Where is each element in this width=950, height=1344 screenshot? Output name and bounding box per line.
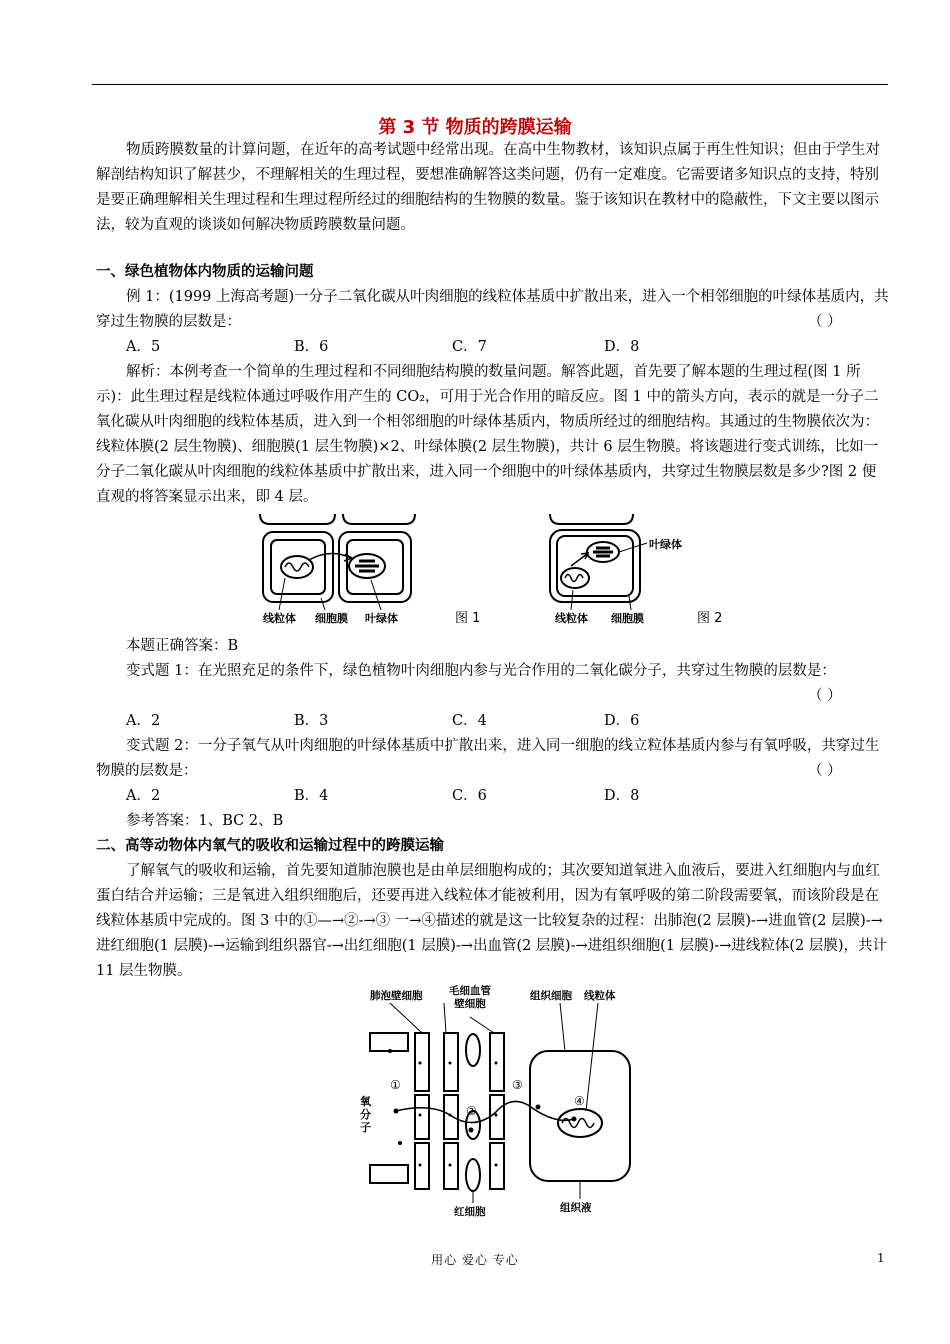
page-footer: 用心 爱心 专心 [431,1253,519,1267]
answer-paren-3: （ ） [808,763,842,779]
fig3-label-tissue-cell: 组织细胞 [530,990,572,1002]
variant2-question: 变式题 2：一分子氧气从叶肉细胞的叶绿体基质中扩散出来，进入同一细胞的线立粒体基质内参与有氧呼吸，共穿过生物膜的层数是： [96,738,880,779]
fig3-label-capillary: 毛细血管壁细胞 [449,985,491,1010]
reference-answers: 参考答案：1、BC 2、B [126,813,284,829]
answer-paren-1: （ ） [808,314,842,330]
option-d-1: D．8 [604,339,640,355]
option-d-2: D．6 [604,713,640,729]
fig2-label-mito: 线粒体 [555,612,588,625]
fig3-label-fluid: 组织液 [560,1202,592,1214]
answer-paren-2: （ ） [808,688,842,704]
section2-paragraph: 了解氧气的吸收和运输，首先要知道肺泡膜也是由单层细胞构成的；其次要知道氧进入血液后，要进入红细胞内与血红蛋白结合并运输；三是氧进入组织细胞后，还要再进入线粒体才能被利用，因为有氧呼吸的第二阶段需要氧，而该阶段是在线粒体基质中完成的。图 3 中的①—→②-→③ 一→④描述的就是这一比较复杂的过程：出肺泡(2 层膜)-→进血管(2 层膜)-→进红细胞(1 层膜)-→运输到组织器官-→出红细胞(1 层膜)-→出血管(2 层膜)-→进组织细胞(1 层膜)-→进线粒体(2 层膜)，共计 11 层生物膜。 [96,863,887,979]
option-c-1: C．7 [452,339,487,355]
option-a-3: A．2 [126,788,161,804]
fig3-label-alveolus: 肺泡壁细胞 [370,990,423,1002]
option-d-3: D．8 [604,788,640,804]
figure-3 [360,985,660,1217]
fig1-label-membrane: 细胞膜 [315,612,348,625]
fig3-label-mito: 线粒体 [584,990,616,1002]
fig1-label-chloroplast: 叶绿体 [365,612,398,625]
fig1-label-mito: 线粒体 [263,612,296,625]
option-c-3: C．6 [452,788,487,804]
example1-question: 例 1：(1999 上海高考题)一分子二氧化碳从叶肉细胞的线粒体基质中扩散出来，进入一个相邻细胞的叶绿体基质内，共穿过生物膜的层数是： [96,289,889,330]
variant1-question: 变式题 1：在光照充足的条件下，绿色植物叶肉细胞内参与光合作用的二氧化碳分子，共穿过生物膜的层数是： [126,663,836,679]
fig1-caption: 图 1 [455,611,481,626]
fig3-label-rbc: 红细胞 [454,1206,486,1217]
section2-heading: 二、高等动物体内氧气的吸收和运输过程中的跨膜运输 [96,838,444,854]
option-b-1: B．6 [294,339,329,355]
page-number: 1 [877,1251,885,1265]
correct-answer: 本题正确答案：B [126,638,239,654]
option-b-2: B．3 [294,713,329,729]
option-a-2: A．2 [126,713,161,729]
section1-heading: 一、绿色植物体内物质的运输问题 [96,264,314,280]
fig3-marker-4: ④ [574,1094,585,1108]
fig3-marker-3: ③ [512,1078,523,1092]
fig3-label-oxygen: 氧分子 [360,1095,371,1134]
option-c-2: C．4 [452,713,487,729]
option-b-3: B．4 [294,788,329,804]
header-rule [92,84,888,85]
figure-2 [545,510,735,630]
page-title: 第 3 节 物质的跨膜运输 [378,117,572,138]
fig3-marker-1: ① [390,1078,401,1092]
fig2-label-membrane: 细胞膜 [611,612,644,625]
figure-1 [255,510,485,630]
fig2-label-chloroplast: 叶绿体 [649,538,682,551]
fig3-marker-2: ② [466,1104,477,1118]
intro-paragraph: 物质跨膜数量的计算问题，在近年的高考试题中经常出现。在高中生物教材，该知识点属于再生性知识；但由于学生对解剖结构知识了解甚少，不理解相关的生理过程，要想准确解答这类问题，仍有一定难度。它需要诸多知识点的支持，特别是要正确理解相关生理过程和生理过程所经过的细胞结构的生物膜的数量。鉴于该知识在教材中的隐蔽性，下文主要以图示法，较为直观的谈谈如何解决物质跨膜数量问题。 [96,142,880,233]
fig2-caption: 图 2 [697,611,723,626]
analysis-paragraph: 解析：本例考查一个简单的生理过程和不同细胞结构膜的数量问题。解答此题，首先要了解本题的生理过程(图 1 所示)：此生理过程是线粒体通过呼吸作用产生的 CO₂，可用于光合作用的暗反应。图 1 中的箭头方向，表示的就是一分子二氧化碳从叶肉细胞的线粒体基质，进入到一个相邻细胞的叶绿体基质内，物质所经过的细胞结构。其通过的生物膜依次为：线粒体膜(2 层生物膜)、细胞膜(1 层生物膜)×2、叶绿体膜(2 层生物膜)，共计 6 层生物膜。将该题进行变式训练，比如一分子二氧化碳从叶肉细胞的线粒体基质中扩散出来，进入同一个细胞中的叶绿体基质内，共穿过生物膜层数是多少?图 2 便直观的将答案显示出来，即 4 层。 [96,364,879,505]
option-a-1: A．5 [126,339,161,355]
